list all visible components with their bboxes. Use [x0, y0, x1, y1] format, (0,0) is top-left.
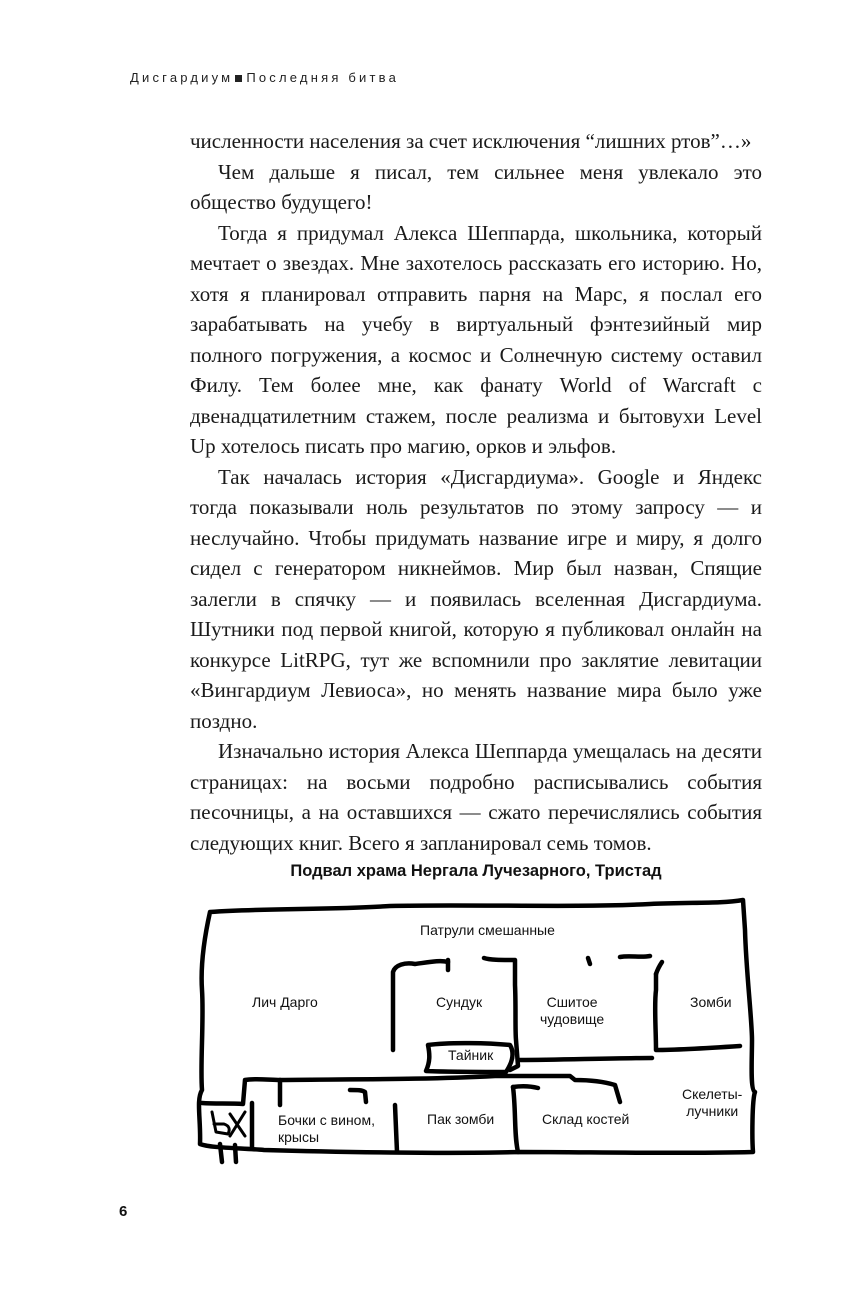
room-label-skeletons: Скелеты- лучники — [682, 1086, 743, 1119]
map-title: Подвал храма Нергала Лучезарного, Тристад — [290, 862, 662, 880]
book-title: Дисгардиум — [130, 70, 234, 85]
wall — [395, 1105, 397, 1152]
wall — [588, 958, 590, 964]
wall — [235, 1145, 236, 1162]
running-header — [130, 70, 399, 85]
dungeon-map — [190, 890, 762, 1170]
wall — [513, 1086, 538, 1088]
wall — [202, 1076, 620, 1104]
room-label-stash: Тайник — [448, 1047, 494, 1063]
page-number: 6 — [119, 1203, 128, 1220]
room-label-bone-storage: Склад костей — [542, 1111, 630, 1127]
room-label-patrols: Патрули смешанные — [420, 922, 555, 938]
paragraph: Изначально история Алекса Шеппарда умещалась на десяти страницах: на восьми подробно расписывались события песочницы, а на оставшихся — сжато перечислялись события следующих книг. Всего я запланировал семь томов. — [190, 739, 762, 855]
room-label-zombie: Зомби — [690, 994, 732, 1010]
book-subtitle: Последняя битва — [246, 70, 400, 85]
wall — [656, 962, 662, 974]
paragraph: численности населения за счет исключения “лишних ртов”…» — [190, 129, 752, 153]
room-label-zombie-pack: Пак зомби — [427, 1111, 495, 1127]
room-label-stitched: Сшитое чудовище — [540, 994, 605, 1027]
wall — [620, 956, 650, 957]
room-label-barrels: Бочки с вином, крысы — [278, 1112, 375, 1145]
wall — [350, 1090, 366, 1102]
paragraph: Чем дальше я писал, тем сильнее меня увлекало это общество будущего! — [190, 159, 762, 214]
paragraph: Тогда я придумал Алекса Шеппарда, школьника, который мечтает о звездах. Мне захотелось рассказать его историю. Но, хотя я планировал отправить парня на Марс, я послал его зарабатывать на учебу в виртуальный фэнтезийный мир полного погружения, а космос и Солнечную систему оставил Филу. Тем более мне, как фанату World of Warcraft с двенадцатилетним стажем, после реализма и бытовухи Level Up хотелось писать про магию, орков и эльфов. — [190, 220, 762, 458]
paragraph: Так началась история «Дисгардиума». Google и Яндекс тогда показывали ноль результатов по этому запросу — и неслучайно. Чтобы придумать название игре и миру, я долго сидел с генератором никнеймов. Мир был назван, Спящие залегли в спячку — и появилась вселенная Дисгардиума. Шутники под первой книгой, которую я публиковал онлайн на конкурсе LitRPG, тут же вспомнили про заклятие левитации «Вингардиум Левиоса», но менять название мира было уже поздно. — [190, 464, 762, 733]
room-label-lich: Лич Дарго — [252, 994, 318, 1010]
body-text — [190, 126, 762, 858]
wall — [520, 1058, 652, 1060]
wall — [220, 1144, 222, 1162]
room-label-chest: Сундук — [436, 994, 483, 1010]
wall — [513, 1087, 518, 1152]
header-separator — [235, 75, 242, 82]
wall — [655, 974, 740, 1050]
